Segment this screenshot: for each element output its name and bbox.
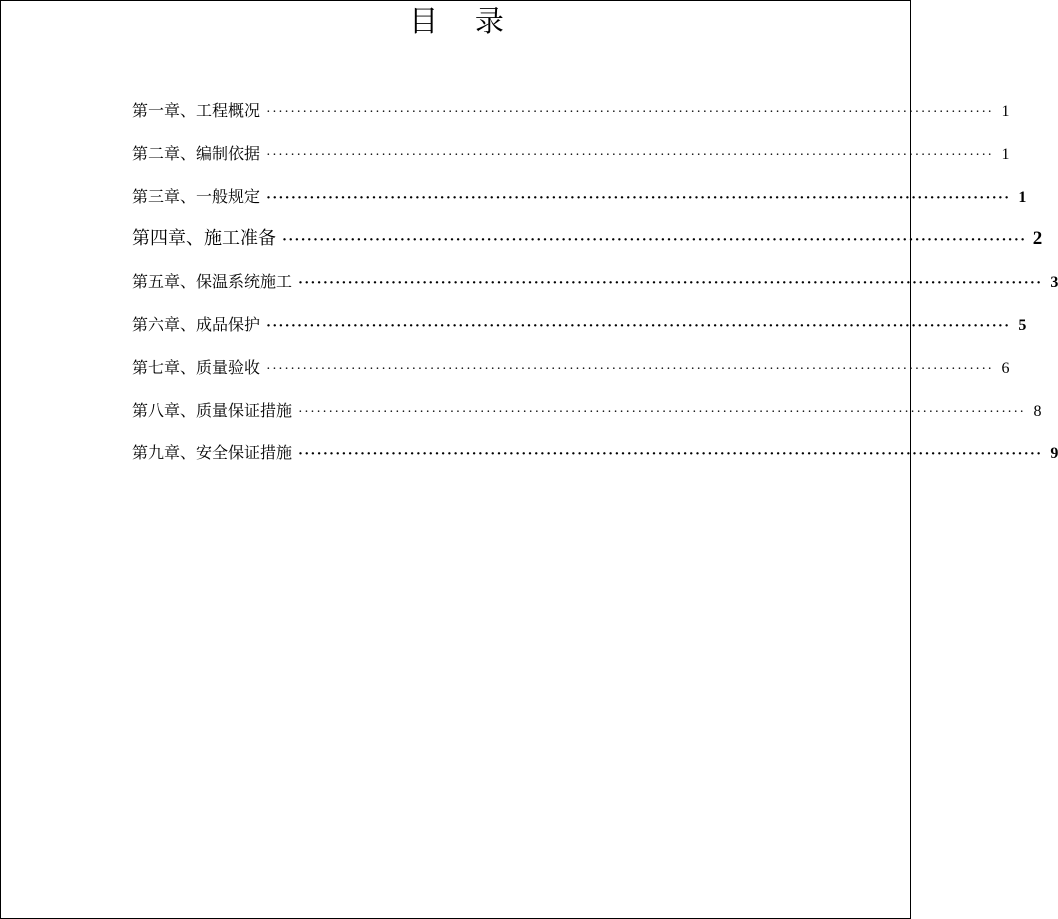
toc-entry[interactable] [132,221,1043,264]
toc-dot-leader: ························································································································ [298,404,1026,420]
toc-entry-label: 第一章、工程概况 [132,101,261,120]
toc-entry-label: 第二章、编制依据 [132,143,261,163]
toc-entry-label: 第六章、成品保护 [132,314,261,334]
toc-dot-leader: ························································································································ [266,189,1011,206]
toc-entry-label: 第八章、质量保证措施 [132,400,293,420]
toc-dot-leader: ························································································································ [298,275,1043,292]
toc-entry-label: 第五章、保温系统施工 [132,272,293,292]
toc-entry-label: 第四章、施工准备 [132,228,276,250]
toc-entry-label: 第九章、安全保证措施 [132,443,293,463]
toc-entry-page: 8 [1033,402,1042,420]
toc-entry-page: 6 [1001,359,1010,377]
toc-list [132,93,1058,478]
toc-entry-label: 第七章、质量验收 [132,357,261,377]
toc-entry-page: 3 [1050,274,1058,292]
toc-dot-leader: ························································································································ [298,446,1043,463]
toc-entry-page: 1 [1001,145,1010,163]
toc-entry[interactable] [132,435,1058,478]
toc-entry[interactable] [132,136,1010,179]
toc-entry-page: 2 [1032,228,1043,250]
toc-entry-page: 9 [1050,445,1058,463]
toc-entry-label: 第三章、一般规定 [132,186,261,206]
toc-entry-page: 1 [1001,103,1010,120]
toc-entry-page: 1 [1018,188,1027,206]
toc-dot-leader: ························································································································ [266,361,994,377]
toc-entry[interactable] [132,393,1042,436]
toc-dot-leader: ························································································································ [266,317,1011,334]
toc-entry-page: 5 [1018,316,1027,334]
toc-entry[interactable] [132,307,1027,350]
toc-dot-leader: ························································································································ [266,147,994,163]
toc-entry[interactable] [132,264,1058,307]
toc-entry[interactable] [132,179,1027,222]
toc-title: 目 录 [409,4,504,38]
toc-dot-leader: ························································································································ [266,105,994,120]
toc-entry[interactable] [132,350,1010,393]
toc-entry[interactable] [132,93,1010,136]
toc-dot-leader: ························································································································ [282,232,1027,249]
